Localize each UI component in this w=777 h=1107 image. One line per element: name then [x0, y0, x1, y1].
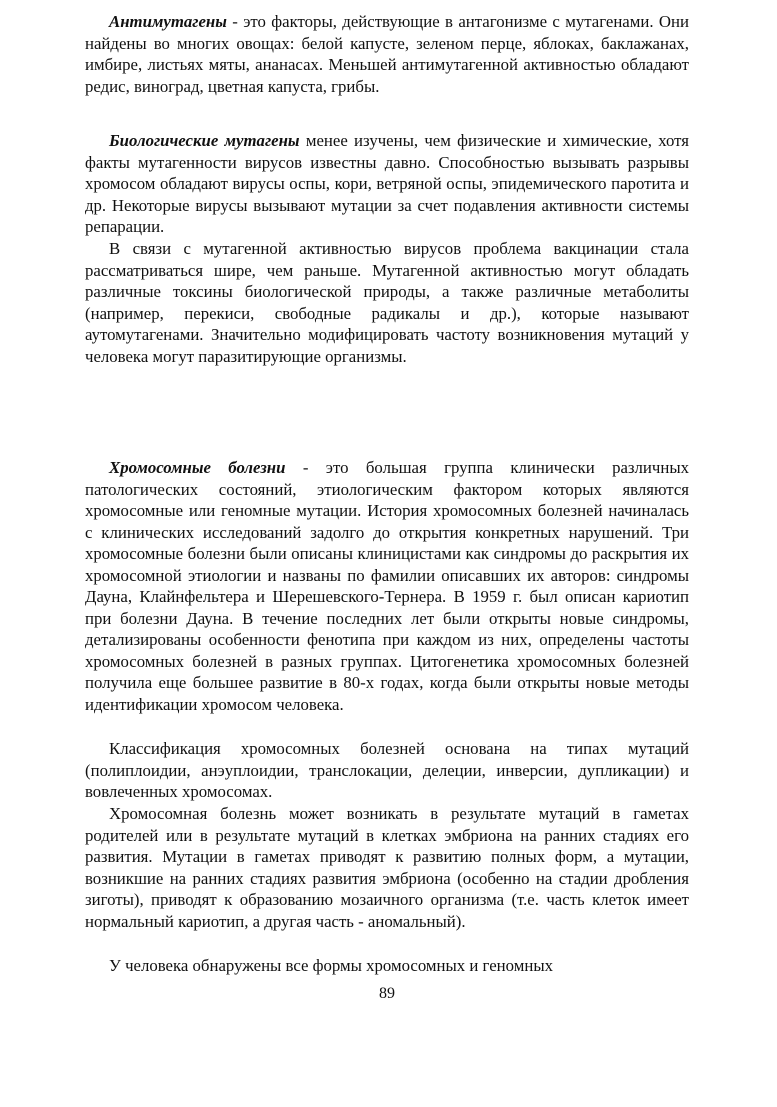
paragraph-chromosomal-diseases — [85, 457, 689, 715]
paragraph-viral-mutagenicity: В связи с мутагенной активностью вирусов проблема вакцинации стала рассматриваться шире, чем раньше. Мутагенной активностью могут обладать различные токсины биологической природы, а также различные метаболиты (например, перекиси, свободные радикалы и др.), которые называют аутомутагенами. Значительно модифицировать частоту возникновения мутаций у человека могут паразитирующие организмы. — [85, 239, 689, 366]
paragraph-chromosomal-diseases-text: - это большая группа клинически различных патологических состояний, этиологическим фактором которых являются хромосомные или геномные мутации. История хромосомных болезней начиналась с клинических исследований задолго до открытия конкретных нарушений. Три хромосомные болезни были описаны клиницистами как синдромы до раскрытия их хромосомной этиологии и названы по фамилии описавших их авторов: синдромы Дауна, Клайнфельтера и Шерешевского-Тернера. В 1959 г. был описан кариотип при болезни Дауна. В течение последних лет были открыты новые синдромы, детализированы особенности фенотипа при каждом из них, определены частоты хромосомных болезней в разных группах. Цитогенетика хромосомных болезней получила еще большее развитие в 80-х годах, когда были открыты новые методы идентификации хромосом человека. — [85, 458, 689, 714]
paragraph-human-forms: У человека обнаружены все формы хромосомных и геномных — [109, 956, 553, 975]
paragraph-biological-mutagens-text: менее изучены, чем физические и химические, хотя факты мутагенности вирусов известны давно. Способностью вызывать разрывы хромосом обладают вирусы оспы, кори, ветряной оспы, эпидемического паротита и др. Некоторые вирусы вызывают мутации за счет подавления активности системы репарации. — [85, 131, 690, 236]
term-chromosomal-diseases: Хромосомные болезни — [109, 458, 286, 477]
paragraph-classification: Классификация хромосомных болезней основана на типах мутаций (полиплоидии, анэуплоидии, транслокации, делеции, инверсии, дупликации) и вовлеченных хромосомах. — [85, 739, 689, 801]
paragraph-biological-mutagens — [85, 130, 689, 238]
page-number: 89 — [379, 985, 395, 1002]
paragraph-origin: Хромосомная болезнь может возникать в результате мутаций в гаметах родителей или в результате мутаций в клетках эмбриона на ранних стадиях его развития. Мутации в гаметах приводят к развитию полных форм, а мутации, возникшие на ранних стадиях развития эмбриона (особенно на стадии дробления зиготы), приводят к образованию мозаичного организма (т.е. часть клеток имеет нормальный кариотип, а другая часть - аномальный). — [85, 804, 689, 931]
term-biological-mutagens: Биологические мутагены — [109, 131, 300, 150]
paragraph-antimutagens — [85, 11, 689, 97]
book-page — [85, 0, 689, 1107]
term-antimutagens: Антимутагены — [109, 12, 227, 31]
paragraph-antimutagens-text: - это факторы, действующие в антагонизме с мутагенами. Они найдены во многих овощах: белой капусте, зеленом перце, яблоках, баклажанах, имбире, листьях мяты, ананасах. Меньшей антимутагенной активностью обладают редис, виноград, цветная капуста, грибы. — [85, 12, 689, 96]
